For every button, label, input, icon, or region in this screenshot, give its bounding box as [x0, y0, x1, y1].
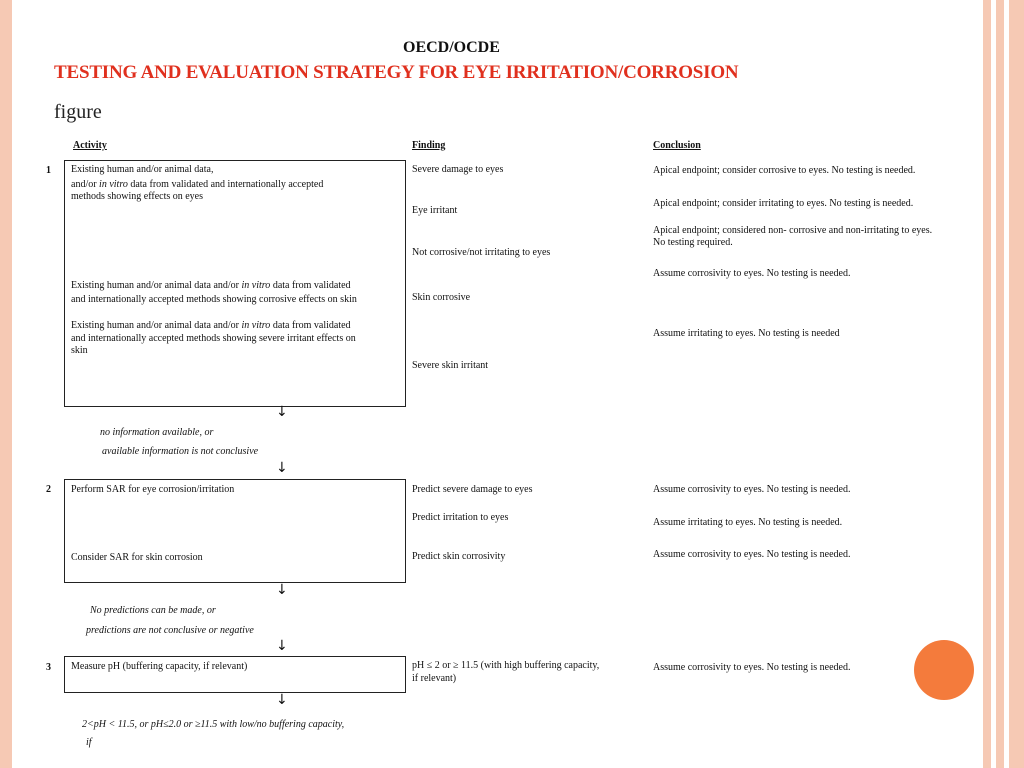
step-2-conclusion-1: Assume corrosivity to eyes. No testing is needed. — [653, 484, 851, 495]
step-1-finding-3: Not corrosive/not irritating to eyes — [412, 247, 551, 258]
step-2-activity-a: Perform SAR for eye corrosion/irritation — [71, 484, 235, 495]
step-1-activity-c-line2: and internationally accepted methods showing severe irritant effects on — [71, 333, 356, 344]
flow-arrow-1: ↓ — [276, 404, 288, 420]
step-number-2: 2 — [46, 484, 51, 495]
step-1-conclusion-2: Apical endpoint; consider irritating to eyes. No testing is needed. — [653, 198, 914, 209]
right-stripe-1 — [983, 0, 991, 768]
flow-arrow-3: ↓ — [276, 582, 288, 598]
step-1-activity-b-line1: Existing human and/or animal data and/or in vitro data from validated — [71, 280, 351, 291]
column-header-finding: Finding — [412, 140, 446, 151]
step-2-finding-3: Predict skin corrosivity — [412, 551, 506, 562]
step-3-conclusion: Assume corrosivity to eyes. No testing is needed. — [653, 662, 851, 673]
right-stripe-3 — [1009, 0, 1024, 768]
step-3-finding-line1: pH ≤ 2 or ≥ 11.5 (with high buffering capacity, — [412, 660, 600, 671]
step-number-3: 3 — [46, 662, 51, 673]
step-2-conclusion-2: Assume irritating to eyes. No testing is needed. — [653, 517, 843, 528]
step-2-finding-1: Predict severe damage to eyes — [412, 484, 533, 495]
figure-label: figure — [54, 101, 102, 123]
flow-arrow-4: ↓ — [276, 638, 288, 654]
column-header-conclusion: Conclusion — [653, 140, 701, 151]
left-stripe — [0, 0, 12, 768]
decorative-orange-circle — [914, 640, 974, 700]
step-2-finding-2: Predict irritation to eyes — [412, 512, 509, 523]
step-1-conclusion-3b: No testing required. — [653, 237, 733, 248]
step-1-activity-a-line3: methods showing effects on eyes — [71, 191, 204, 202]
transition-1-line2: available information is not conclusive — [102, 446, 259, 457]
step-1-activity-a-line2: and/or in vitro data from validated and internationally accepted — [71, 179, 324, 190]
step-1-activity-c-line3: skin — [71, 345, 88, 356]
step-number-1: 1 — [46, 165, 51, 176]
step-1-conclusion-4: Assume corrosivity to eyes. No testing is needed. — [653, 268, 851, 279]
column-header-activity: Activity — [73, 140, 107, 151]
page-title: TESTING AND EVALUATION STRATEGY FOR EYE IRRITATION/CORROSION — [54, 62, 739, 83]
step-3-finding-line2: if relevant) — [412, 673, 457, 684]
transition-2-line2: predictions are not conclusive or negative — [86, 625, 254, 636]
transition-2-line1: No predictions can be made, or — [90, 605, 216, 616]
right-stripe-2 — [996, 0, 1004, 768]
step-1-finding-5: Severe skin irritant — [412, 360, 489, 371]
step-1-finding-1: Severe damage to eyes — [412, 164, 504, 175]
step-1-conclusion-1: Apical endpoint; consider corrosive to eyes. No testing is needed. — [653, 165, 916, 176]
flow-arrow-2: ↓ — [276, 460, 288, 476]
flow-arrow-5: ↓ — [276, 692, 288, 708]
transition-3-line2: if — [86, 737, 92, 748]
transition-3-line1: 2<pH < 11.5, or pH≤2.0 or ≥11.5 with low/no buffering capacity, — [82, 719, 345, 730]
step-1-activity-c-line1: Existing human and/or animal data and/or in vitro data from validated — [71, 320, 351, 331]
step-1-conclusion-5: Assume irritating to eyes. No testing is needed — [653, 328, 840, 339]
step-1-conclusion-3a: Apical endpoint; considered non- corrosive and non-irritating to eyes. — [653, 225, 933, 236]
step-1-activity-b-line2: and internationally accepted methods showing corrosive effects on skin — [71, 294, 357, 305]
step-2-conclusion-3: Assume corrosivity to eyes. No testing is needed. — [653, 549, 851, 560]
step-3-activity: Measure pH (buffering capacity, if relevant) — [71, 661, 248, 672]
step-1-finding-2: Eye irritant — [412, 205, 458, 216]
step-1-activity-a-line1: Existing human and/or animal data, — [71, 164, 214, 175]
step-1-finding-4: Skin corrosive — [412, 292, 471, 303]
step-2-activity-b: Consider SAR for skin corrosion — [71, 552, 203, 563]
org-label: OECD/OCDE — [403, 39, 500, 56]
transition-1-line1: no information available, or — [100, 427, 214, 438]
